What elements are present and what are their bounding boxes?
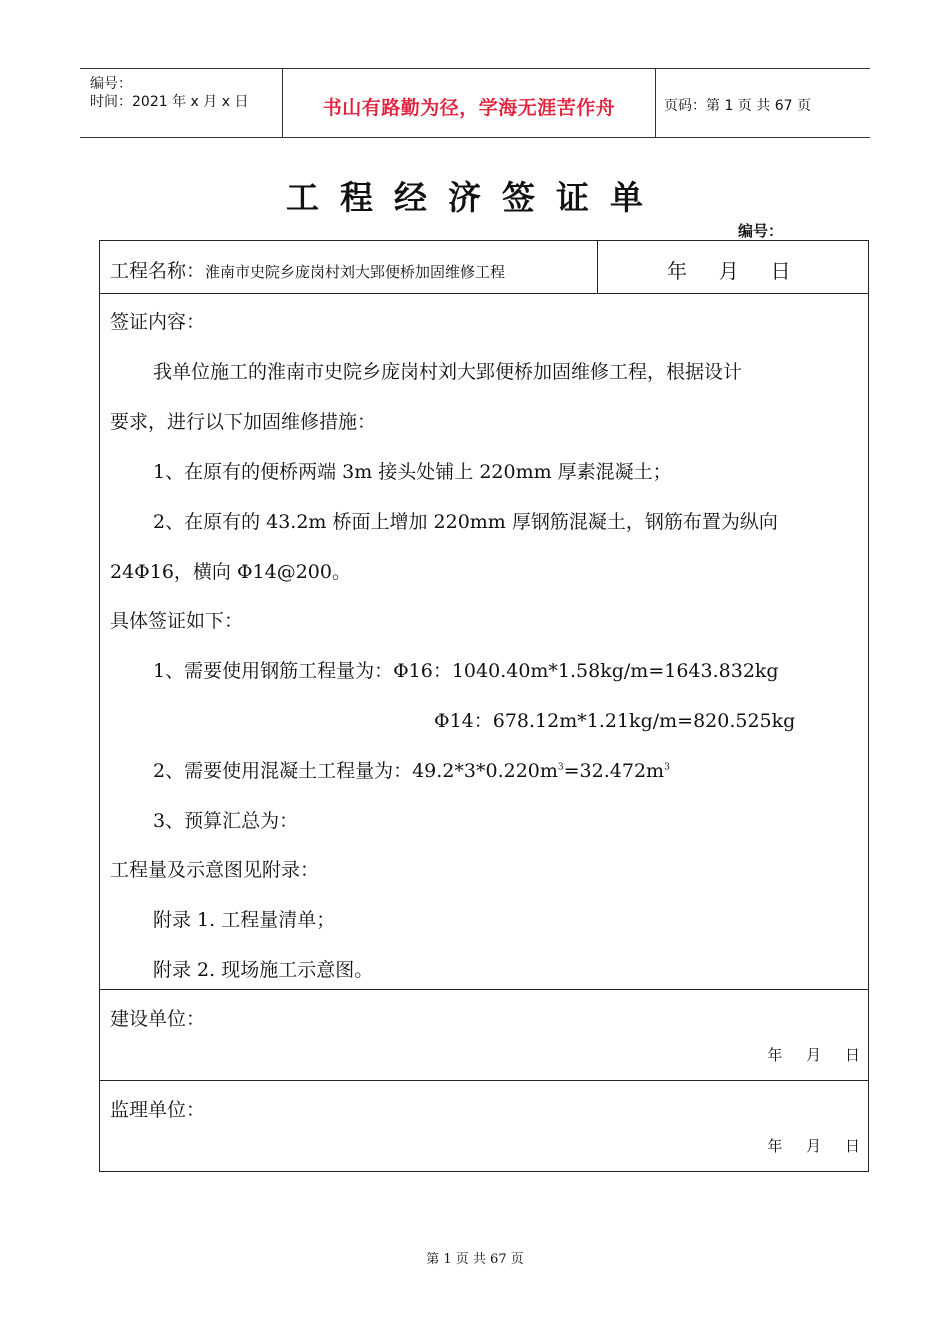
header-motto-cell [282,69,656,137]
supervisor-label: 监理单位： [110,1099,206,1121]
header-time-label: 时间：2021 年 x 月 x 日 [90,94,249,110]
project-date: 年 月 日 [667,259,791,283]
detail-heading: 具体签证如下： [110,610,244,632]
supervisor-signature-row [100,1081,868,1171]
builder-date: 年 月 日 [767,1046,860,1064]
header-page-cell [655,69,870,137]
appendix-heading: 工程量及示意图见附录： [110,859,320,881]
certificate-content [100,293,868,990]
document-number-label: 编号： [738,222,784,240]
content-heading: 签证内容： [110,311,206,333]
builder-label: 建设单位： [110,1008,206,1030]
appendix-1: 附录 1. 工程量清单； [153,909,336,931]
appendix-2: 附录 2. 现场施工示意图。 [153,959,374,981]
superscript: 3 [664,762,670,773]
header-page-info: 页码：第 1 页 共 67 页 [664,98,811,114]
item-2-concrete [153,756,670,783]
item-1-rebar: 1、需要使用钢筋工程量为：Φ16：1040.40m*1.58kg/m=1643.832kg [153,660,779,682]
item-1-rebar-phi14: Φ14：678.12m*1.21kg/m=820.525kg [434,710,796,732]
project-name-field [110,256,505,283]
measure-1: 1、在原有的便桥两端 3m 接头处铺上 220mm 厚素混凝土； [153,461,672,483]
project-name: 淮南市史院乡庞岗村刘大郢便桥加固维修工程 [205,263,506,281]
builder-signature-row [100,990,868,1081]
content-para-line-1: 我单位施工的淮南市史院乡庞岗村刘大郢便桥加固维修工程，根据设计 [153,361,743,383]
cell-divider [597,241,598,293]
certificate-form [99,240,869,1172]
measure-2-line-2: 24Φ16，横向 Φ14@200。 [110,561,351,583]
document-title: 工程经济签证单 [286,178,664,217]
header-motto: 书山有路勤为径，学海无涯苦作舟 [322,97,616,119]
content-para-line-2: 要求，进行以下加固维修措施： [110,411,377,433]
supervisor-date: 年 月 日 [767,1137,860,1155]
page-footer: 第 1 页 共 67 页 [426,1252,524,1267]
item-2-text: 2、需要使用混凝土工程量为：49.2*3*0.220m [153,760,558,782]
item-3-budget: 3、预算汇总为： [153,810,299,832]
header-number-label: 编号： [90,76,132,92]
project-row [100,241,868,294]
item-2-result: =32.472m [563,760,665,782]
measure-2-line-1: 2、在原有的 43.2m 桥面上增加 220mm 厚钢筋混凝土，钢筋布置为纵向 [153,511,778,533]
superscript: 3 [557,762,564,773]
project-label: 工程名称： [110,260,206,282]
header-meta-cell [80,69,282,137]
page-header [80,68,870,138]
